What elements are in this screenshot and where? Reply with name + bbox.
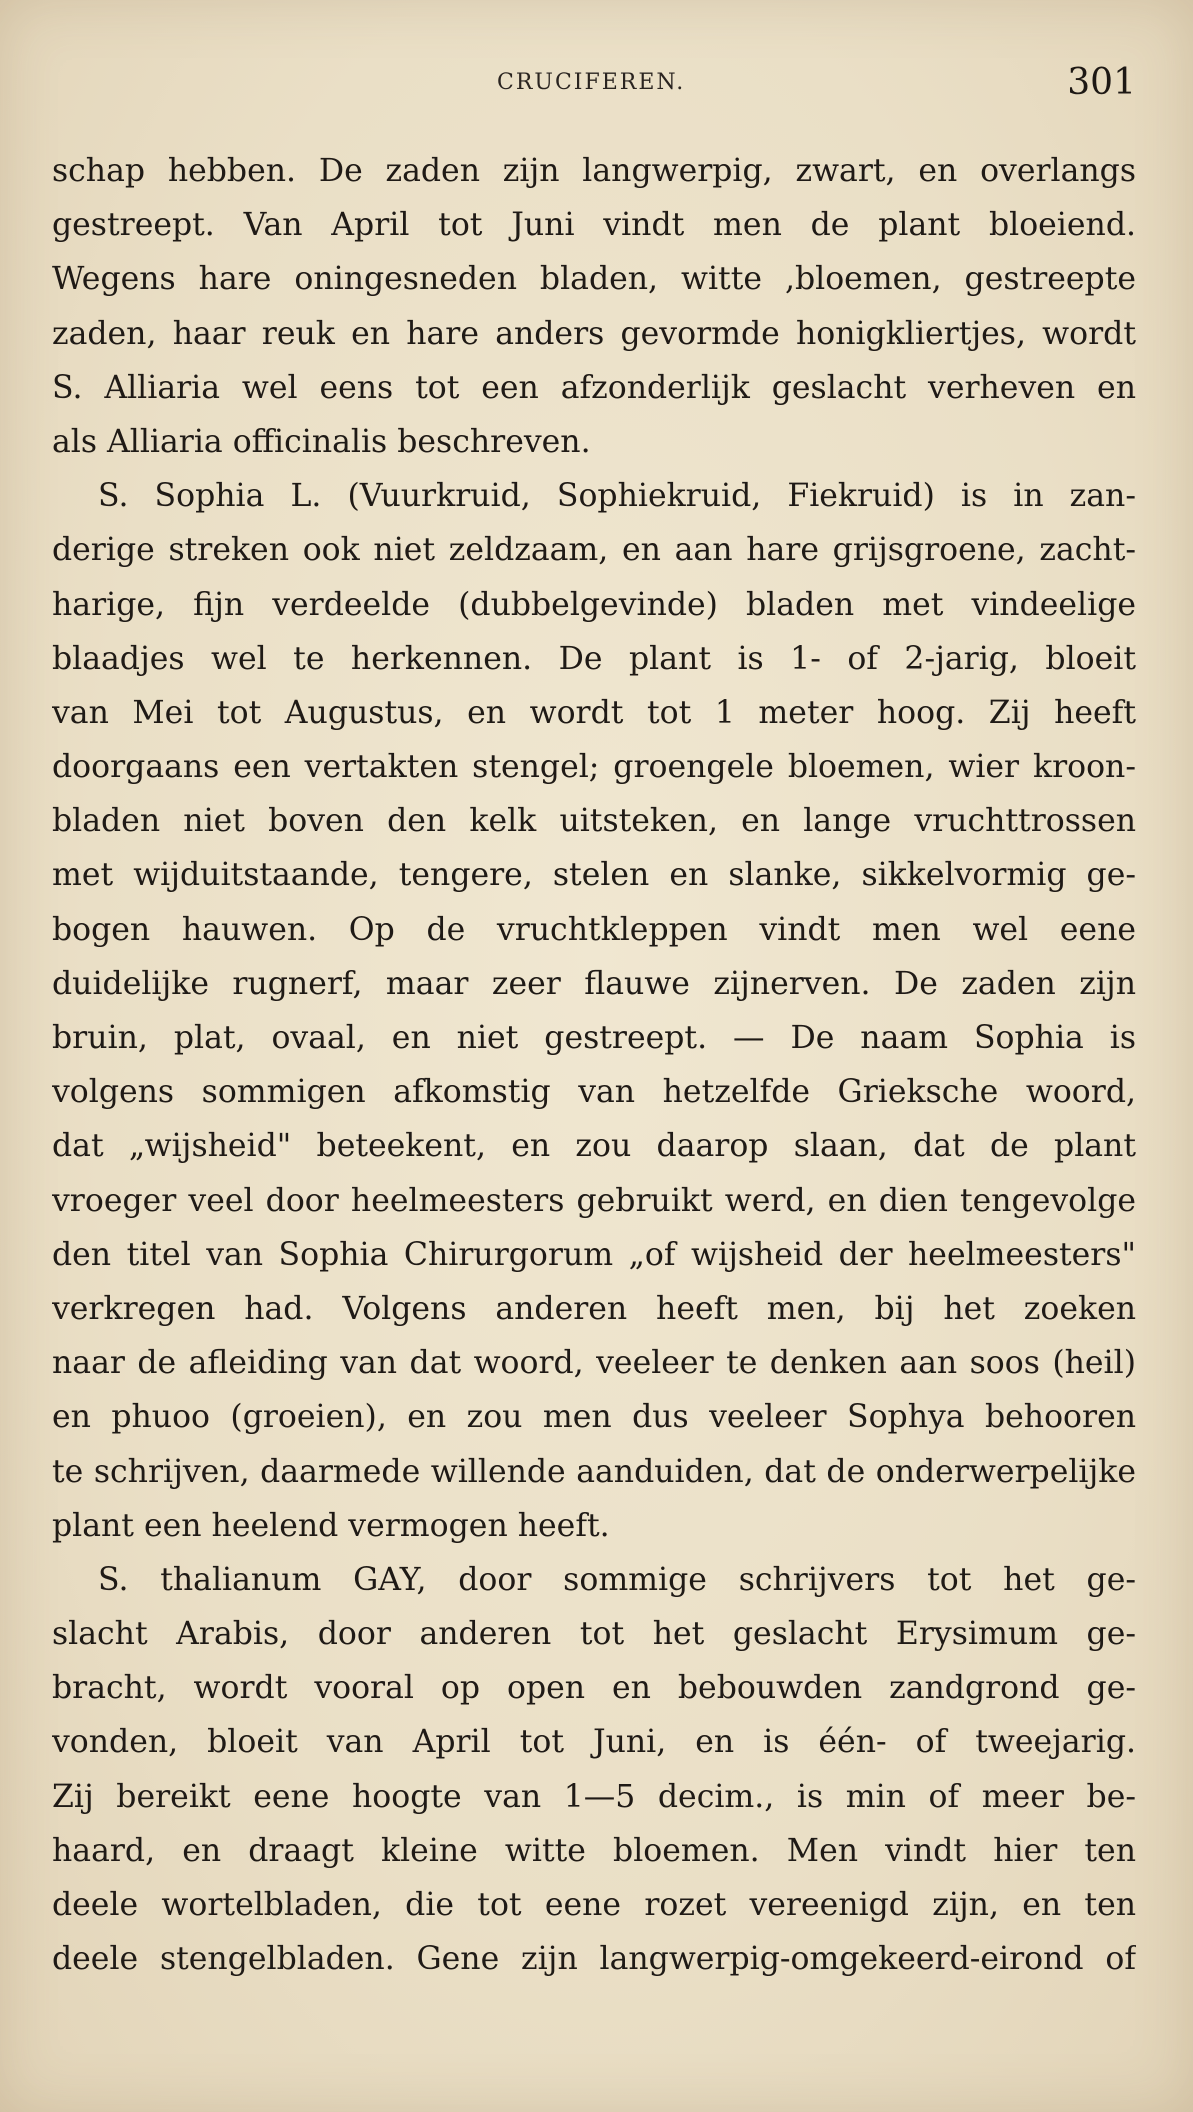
body-text [52,144,1136,1986]
text-line: deele wortelbladen, die tot eene rozet vereenigd zijn, en ten [52,1887,1136,1923]
text-line: den titel van Sophia Chirurgorum „of wijsheid der heelmeesters" [52,1236,1136,1273]
text-line: duidelijke rugnerf, maar zeer flauwe zijnerven. De zaden zijn [52,965,1136,1002]
text-line: met wijduitstaande, tengere, stelen en slanke, sikkelvormig ge- [52,857,1136,894]
text-line: bracht, wordt vooral op open en bebouwden zandgrond ge- [52,1670,1136,1707]
text-line: en phuoo (groeien), en zou men dus veeleer Sophya behooren [52,1399,1136,1436]
text-line: te schrijven, daarmede willende aanduiden, dat de onderwerpelijke [52,1453,1136,1490]
text-line: S. thalianum GAY, door sommige schrijvers tot het ge- [98,1561,1136,1598]
text-line: vonden, bloeit van April tot Juni, en is één- of tweejarig. [52,1724,1136,1761]
text-line: harige, fijn verdeelde (dubbelgevinde) bladen met vindeelige [52,586,1136,623]
running-head: CRUCIFEREN. [497,70,686,95]
text-line: plant een heelend vermogen heeft. [52,1507,610,1544]
text-line: volgens sommigen afkomstig van hetzelfde Grieksche woord, [52,1074,1136,1111]
text-line: doorgaans een vertakten stengel; groengele bloemen, wier kroon- [52,749,1136,786]
text-line: gestreept. Van April tot Juni vindt men de plant bloeiend. [52,207,1136,244]
text-line: S. Sophia L. (Vuurkruid, Sophiekruid, Fiekruid) is in zan- [98,478,1136,515]
text-line: deele stengelbladen. Gene zijn langwerpig-omgekeerd-eirond of [52,1941,1136,1978]
text-line: vroeger veel door heelmeesters gebruikt werd, en dien tengevolge [52,1182,1136,1219]
text-line: bruin, plat, ovaal, en niet gestreept. — De naam Sophia is [52,1020,1136,1056]
page-number: 301 [1067,62,1136,103]
text-line: verkregen had. Volgens anderen heeft men, bij het zoeken [52,1290,1136,1327]
text-line: als Alliaria officinalis beschreven. [52,423,591,460]
text-line: van Mei tot Augustus, en wordt tot 1 meter hoog. Zij heeft [52,694,1136,731]
text-line: naar de afleiding van dat woord, veeleer te denken aan soos (heil) [52,1345,1136,1382]
text-line: bogen hauwen. Op de vruchtkleppen vindt men wel eene [52,911,1136,948]
text-line: blaadjes wel te herkennen. De plant is 1- of 2-jarig, bloeit [52,640,1136,677]
text-line: slacht Arabis, door anderen tot het geslacht Erysimum ge- [52,1616,1136,1653]
text-line: zaden, haar reuk en hare anders gevormde honigkliertjes, wordt [52,315,1136,352]
text-line: schap hebben. De zaden zijn langwerpig, zwart, en overlangs [52,153,1136,189]
text-line: Wegens hare oningesneden bladen, witte ,bloemen, gestreepte [52,261,1136,298]
page-header [0,62,1193,112]
text-line: derige streken ook niet zeldzaam, en aan hare grijsgroene, zacht- [52,532,1136,569]
text-line: Zij bereikt eene hoogte van 1—5 decim., is min of meer be- [52,1778,1136,1815]
text-line: S. Alliaria wel eens tot een afzonderlijk geslacht verheven en [52,369,1136,406]
text-line: bladen niet boven den kelk uitsteken, en lange vruchttrossen [52,803,1136,840]
text-line: haard, en draagt kleine witte bloemen. Men vindt hier ten [52,1832,1136,1869]
text-line: dat „wijsheid" beteekent, en zou daarop slaan, dat de plant [52,1128,1136,1165]
